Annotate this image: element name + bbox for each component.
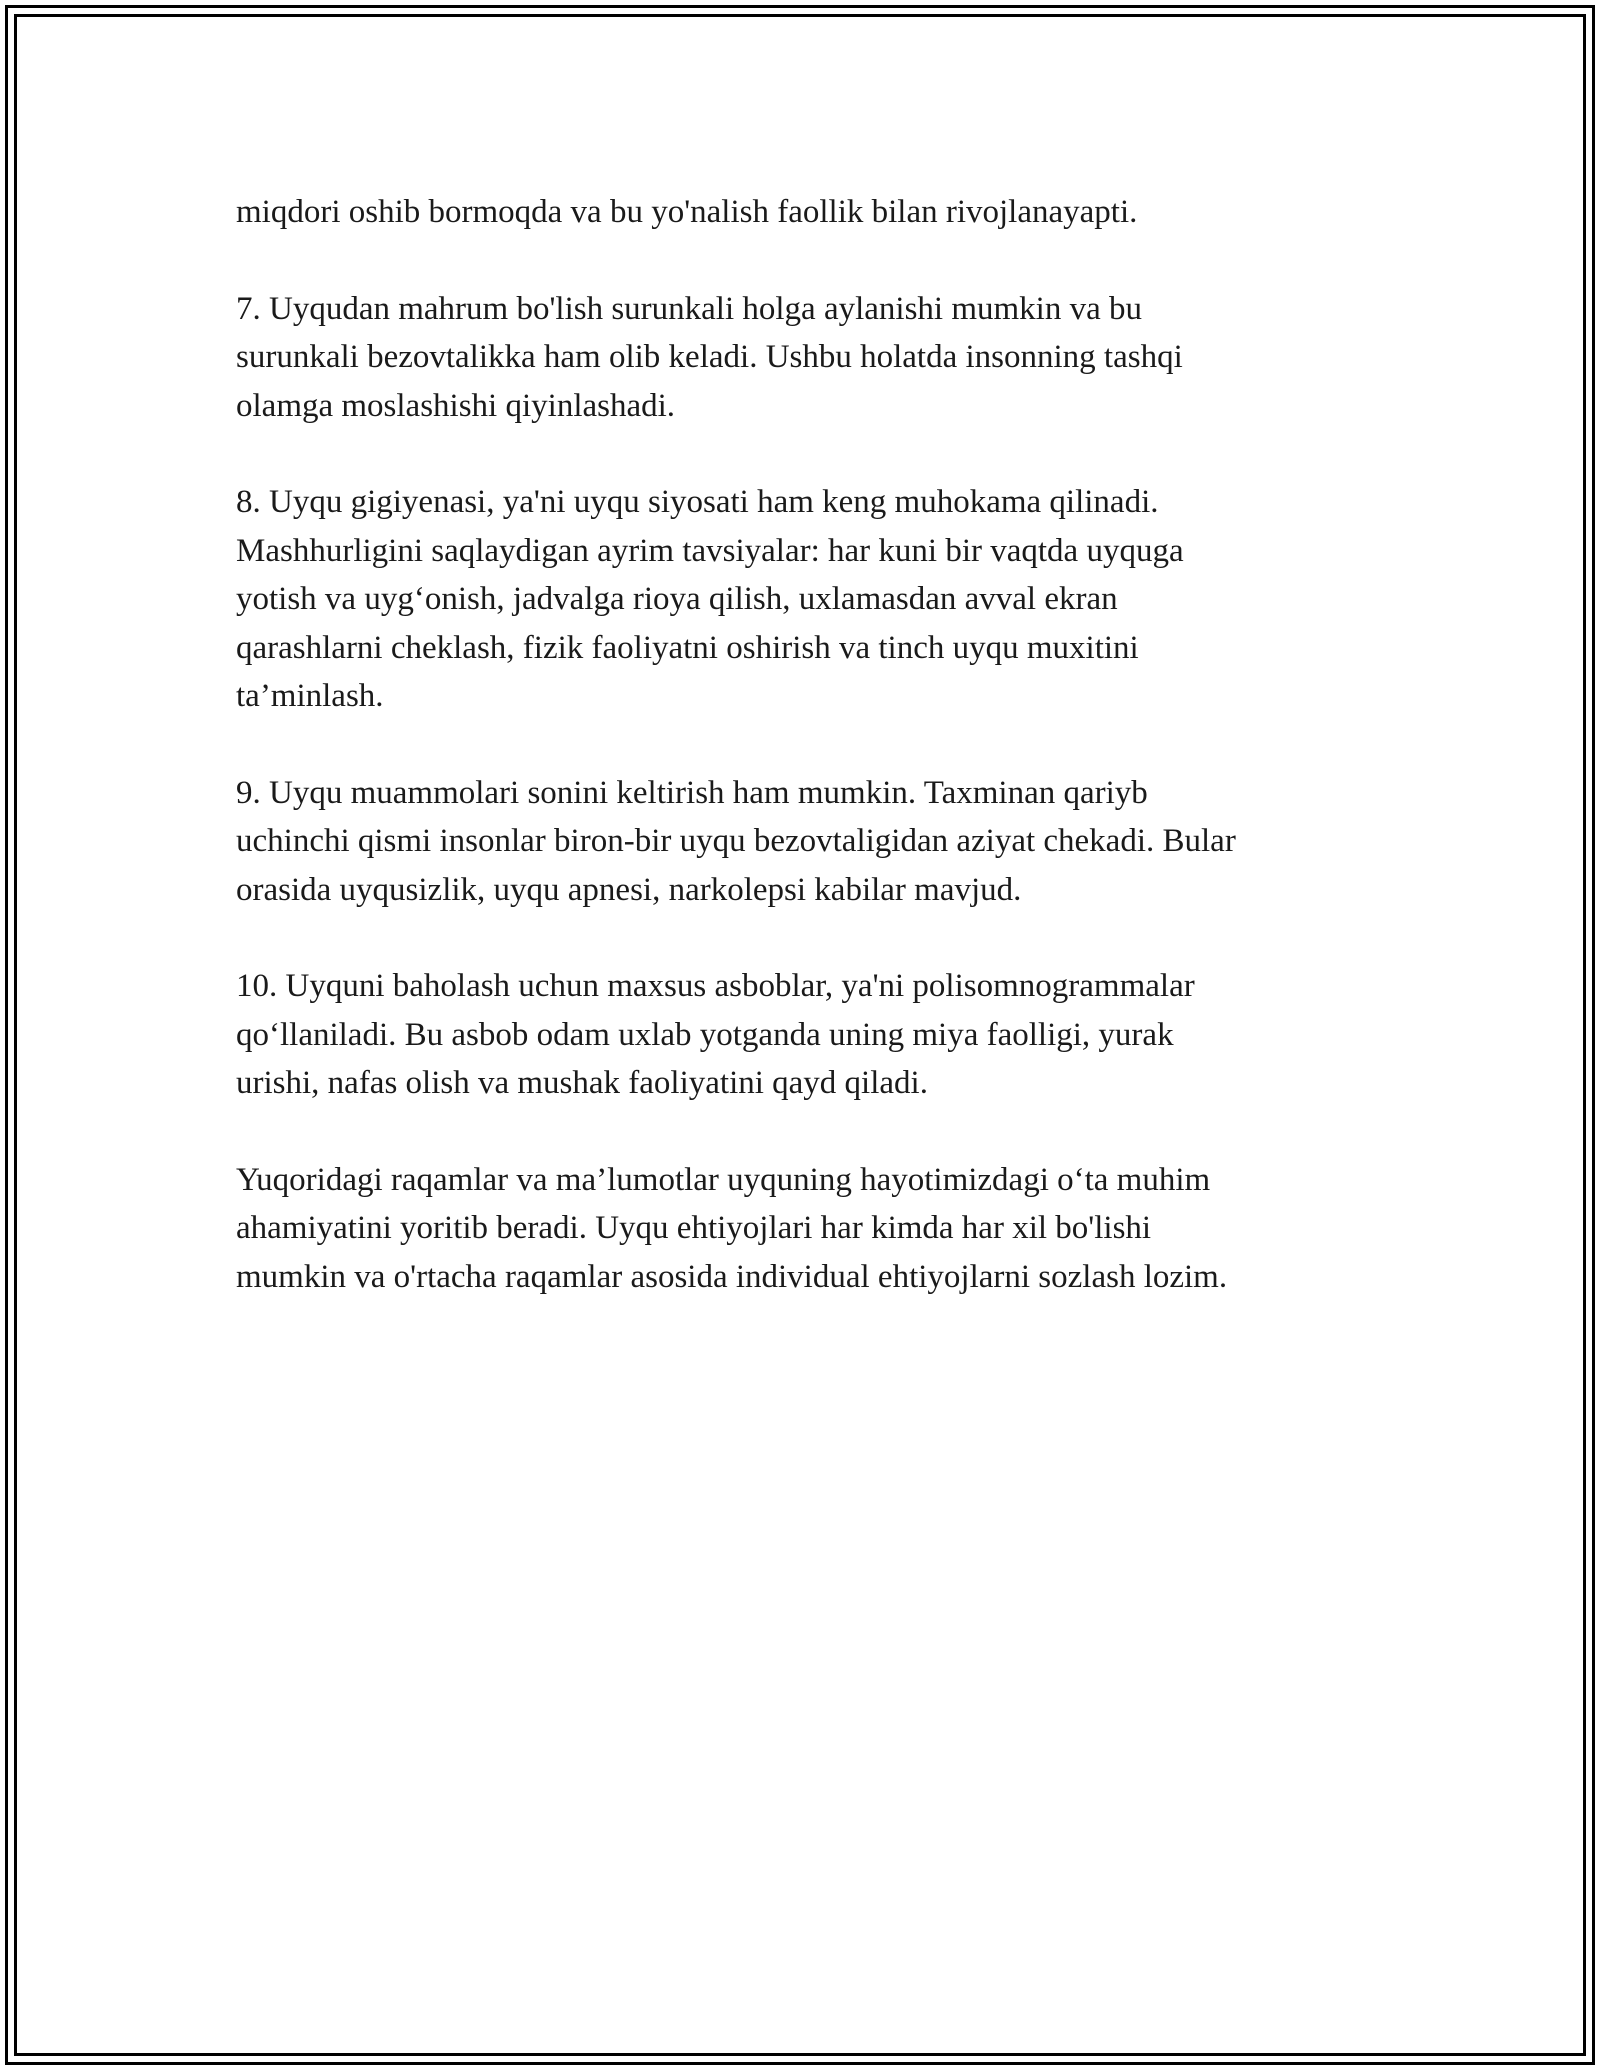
text-line: 8. Uyqu gigiyenasi, ya'ni uyqu siyosati ham keng muhokama qilinadi. [236, 484, 1159, 521]
text-line: surunkali bezovtalikka ham olib keladi. Ushbu holatda insonning tashqi [236, 339, 1183, 376]
text-line: 9. Uyqu muammolari sonini keltirish ham mumkin. Taxminan qariyb [236, 774, 1148, 811]
text-line: urishi, nafas olish va mushak faoliyatini qayd qiladi. [236, 1065, 928, 1102]
text-line: ta’minlash. [236, 678, 384, 715]
text-line: miqdori oshib bormoqda va bu yo'nalish faollik bilan rivojlanayapti. [236, 194, 1138, 230]
text-line: olamga moslashishi qiyinlashadi. [236, 387, 676, 424]
paragraph-item-8 [236, 478, 1376, 720]
document-body [236, 188, 1376, 1350]
paragraph-continuation [236, 188, 1376, 236]
paragraph-item-7 [236, 285, 1376, 430]
text-line: 7. Uyqudan mahrum bo'lish surunkali holga aylanishi mumkin va bu [236, 290, 1143, 327]
paragraph-item-10 [236, 962, 1376, 1107]
paragraph-conclusion [236, 1156, 1376, 1301]
text-line: ahamiyatini yoritib beradi. Uyqu ehtiyojlari har kimda har xil bo'lishi [236, 1210, 1152, 1247]
text-line: 10. Uyquni baholash uchun maxsus asboblar, ya'ni polisomnogrammalar [236, 968, 1195, 1005]
text-line: mumkin va o'rtacha raqamlar asosida individual ehtiyojlarni sozlash lozim. [236, 1258, 1228, 1295]
text-line: uchinchi qismi insonlar biron-bir uyqu bezovtaligidan aziyat chekadi. Bular [236, 823, 1236, 860]
text-line: Yuqoridagi raqamlar va ma’lumotlar uyquning hayotimizdagi o‘ta muhim [236, 1162, 1211, 1199]
text-line: orasida uyqusizlik, uyqu apnesi, narkolepsi kabilar mavjud. [236, 871, 1022, 908]
text-line: yotish va uyg‘onish, jadvalga rioya qilish, uxlamasdan avval ekran [236, 581, 1118, 618]
text-line: qo‘llaniladi. Bu asbob odam uxlab yotganda uning miya faolligi, yurak [236, 1016, 1174, 1053]
text-line: Mashhurligini saqlaydigan ayrim tavsiyalar: har kuni bir vaqtda uyquga [236, 532, 1184, 569]
text-line: qarashlarni cheklash, fizik faoliyatni oshirish va tinch uyqu muxitini [236, 629, 1139, 666]
paragraph-item-9 [236, 769, 1376, 914]
